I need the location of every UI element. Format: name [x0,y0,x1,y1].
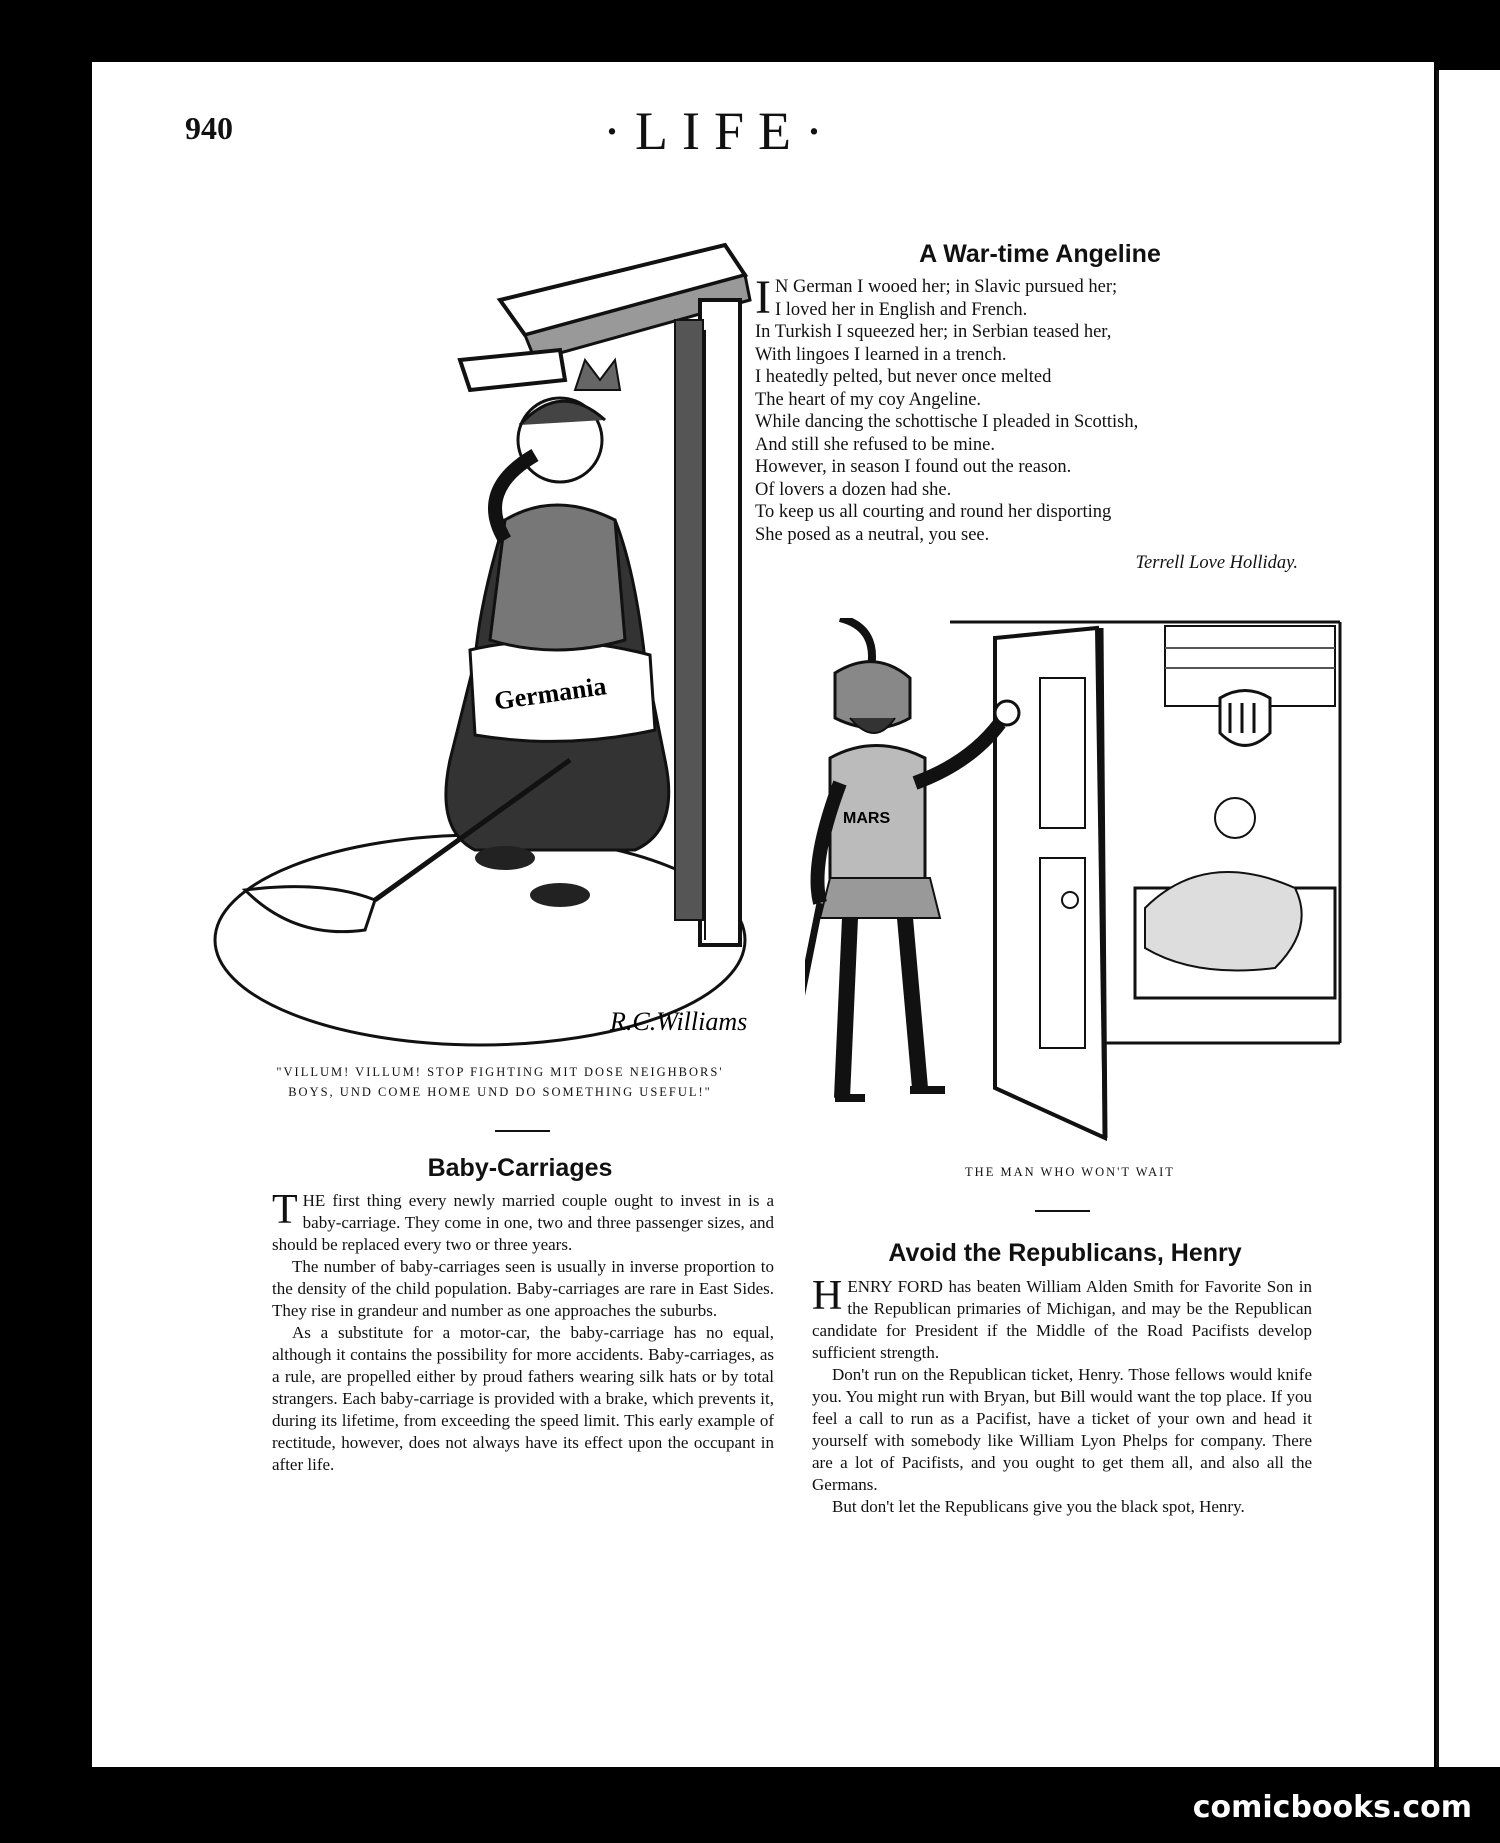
poem-line: Of lovers a dozen had she. [755,479,952,500]
poem-line: To keep us all courting and round her disporting [755,502,1112,522]
poem-line: While dancing the schottische I pleaded in Scottish, [755,412,1139,432]
poem-body [755,271,1315,546]
avoid-republicans-title: Avoid the Republicans, Henry [888,1239,1242,1267]
artist-signature: R.C.Williams [610,1007,748,1036]
germania-apron-text: Germania [492,671,609,716]
germania-caption [240,1062,760,1102]
baby-carriages-paragraph-2: The number of baby-carriages seen is usually in inverse proportion to the density of the child population. Baby-carriages are rare in East Sides. They rise in grandeur and number as one approaches the suburbs. [272,1257,774,1320]
poem-line: The heart of my coy Angeline. [755,389,982,410]
avoid-republicans-paragraph-3: But don't let the Republicans give you the black spot, Henry. [832,1497,1245,1516]
baby-carriages-paragraph-3: As a substitute for a motor-car, the baby-carriage has no equal, although it contains the possibility for more accidents. Baby-carriages, as a rule, are propelled either by proud fathers wearing silk hats or by total strangers. Each baby-carriage is provided with a brake, which prevents it, during its lifetime, from exceeding the speed limit. This early example of rectitude, however, does not always have its effect upon the occupant in after life. [272,1323,774,1474]
poem-line: In Turkish I squeezed her; in Serbian teased her, [755,322,1112,342]
page-number: 940 [185,110,233,146]
divider-rule [1035,1210,1090,1212]
poem-author: Terrell Love Holliday. [1135,553,1298,573]
poem-line: I heatedly pelted, but never once melted [755,367,1052,387]
poem-line: N German I wooed her; in Slavic pursued her; [774,277,1118,297]
poem-line: And still she refused to be mine. [755,434,995,455]
poem-line: However, in season I found out the reason. [755,457,1072,477]
mars-breastplate-text: MARS [843,810,891,827]
poem-dropcap: I [755,271,771,324]
mars-caption: THE MAN WHO WON'T WAIT [965,1165,1175,1179]
masthead: ·LIFE· [603,101,837,161]
avoid-republicans-dropcap: H [812,1273,843,1319]
poem-line: With lingoes I learned in a trench. [755,344,1007,365]
germania-caption-line1: "VILLUM! VILLUM! STOP FIGHTING MIT DOSE NEIGHBORS' [276,1065,724,1079]
germania-cartoon [205,240,775,1060]
germania-caption-line2: BOYS, UND COME HOME UND DO SOMETHING USEFUL!" [288,1085,712,1099]
mars-cartoon [805,618,1345,1148]
baby-carriages-paragraph-1: HE first thing every newly married couple ought to invest in is a baby-carriage. They come in one, two and three passenger sizes, and should be replaced every two or three years. [272,1191,774,1254]
poem-line: She posed as a neutral, you see. [755,524,990,545]
site-watermark: comicbooks.com [1192,1790,1472,1825]
avoid-republicans-paragraph-1: ENRY FORD has beaten William Alden Smith for Favorite Son in the Republican primaries of Michigan, and may be the Republican candidate for President if the Middle of the Road Pacifists develop sufficient strength. [812,1277,1312,1362]
adjacent-page-edge [1436,70,1500,1767]
divider-rule [495,1130,550,1132]
avoid-republicans-body [812,1273,1312,1518]
avoid-republicans-paragraph-2: Don't run on the Republican ticket, Henry. Those fellows would knife you. You might run with Bryan, but Bill would want the top place. If you feel a call to run as a Pacifist, have a ticket of your own and head it yourself with somebody like William Lyon Phelps for company. There are a lot of Pacifists, and you ought to get them all, and also all the Germans. [812,1365,1312,1494]
baby-carriages-title: Baby-Carriages [427,1154,613,1182]
poem-line: I loved her in English and French. [775,299,1028,320]
baby-carriages-dropcap: T [272,1187,298,1233]
baby-carriages-body [272,1187,774,1476]
poem-title: A War-time Angeline [919,240,1161,268]
